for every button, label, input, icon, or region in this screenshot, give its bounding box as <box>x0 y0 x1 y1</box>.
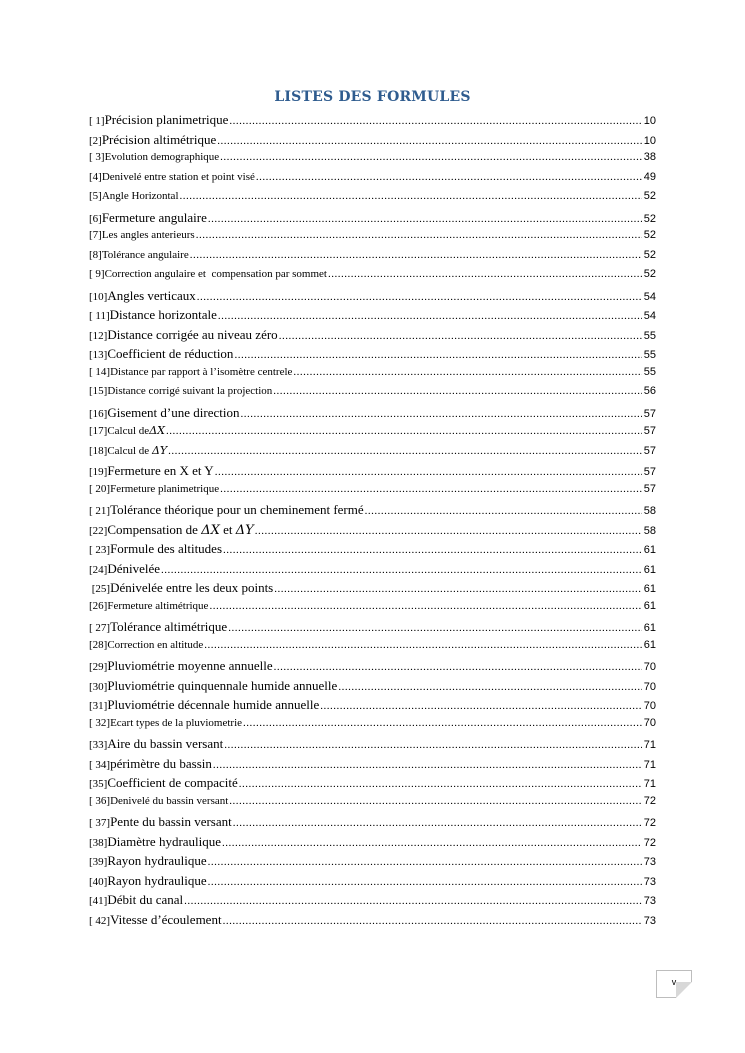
toc-entry-label: périmètre du bassin <box>110 755 212 771</box>
dot-leader <box>274 583 642 595</box>
toc-entry-label: Fermeture planimetrique <box>110 482 220 495</box>
toc-entry-number: [4] <box>89 170 102 183</box>
toc-entry-page: 72 <box>643 817 656 829</box>
dot-leader <box>273 385 641 397</box>
toc-entry-page: 58 <box>643 524 656 537</box>
math-symbol: ΔY <box>151 443 168 457</box>
toc-entry-number: [10] <box>89 290 108 303</box>
toc-entry-number: [ 36] <box>89 794 111 807</box>
dot-leader <box>274 661 642 673</box>
toc-entry-page: 73 <box>643 895 656 907</box>
toc-entry-page: 72 <box>643 794 656 807</box>
toc-entry-label: Denivelé du bassin versant <box>110 794 229 807</box>
toc-entry-label: Tolérance théorique pour un cheminement fermé <box>110 502 364 517</box>
toc-entry-number: [30] <box>89 680 108 693</box>
dot-leader <box>166 425 642 437</box>
toc-entry[interactable] <box>89 717 656 737</box>
dot-leader <box>209 600 641 612</box>
toc-entry-label: Pente du bassin versant <box>110 814 232 829</box>
toc-entry-page: 61 <box>643 622 656 634</box>
toc-entry-title <box>89 892 183 908</box>
toc-entry-page: 38 <box>643 151 656 163</box>
dot-leader <box>240 408 641 420</box>
toc-entry-title <box>89 912 222 928</box>
toc-entry-title <box>89 288 196 304</box>
dot-leader <box>213 759 642 771</box>
toc-entry-page: 10 <box>643 115 656 127</box>
toc-entry-label: Tolérance angulaire <box>101 248 189 261</box>
toc-entry-number: [ 14] <box>89 365 111 378</box>
toc-entry-label: Dénivelée <box>107 560 161 576</box>
toc-entry-label: Vitesse d’écoulement <box>110 911 222 927</box>
toc-entry-page: 49 <box>643 170 656 183</box>
toc-entry-page: 72 <box>643 836 656 849</box>
toc-entry-title <box>89 853 207 869</box>
toc-entry[interactable] <box>89 775 656 795</box>
dot-leader <box>234 349 641 361</box>
toc-entry-page: 54 <box>643 310 656 322</box>
toc-entry-number: [28] <box>89 638 108 651</box>
toc-entry-title <box>89 190 179 202</box>
toc-entry-page: 61 <box>643 563 656 576</box>
toc-entry-page: 71 <box>643 739 656 751</box>
toc-entry-number: [6] <box>89 212 102 225</box>
toc-entry-label: Gisement d’une direction <box>107 404 240 420</box>
toc-entry-page: 70 <box>643 716 656 729</box>
toc-entry-label: Denivelé entre station et point visé <box>101 170 255 183</box>
toc-entry-title <box>89 502 364 518</box>
toc-entry-page: 57 <box>643 425 656 437</box>
toc-entry[interactable] <box>89 463 656 483</box>
dot-leader <box>256 171 642 183</box>
toc-entry[interactable] <box>89 834 656 854</box>
toc-entry-number: [40] <box>89 875 108 888</box>
dot-leader <box>222 837 642 849</box>
toc-entry-label: Evolution demographique <box>104 151 220 163</box>
toc-entry-number: [ 34] <box>89 758 111 771</box>
toc-entry-number: [ 20] <box>89 482 111 495</box>
toc-entry-title <box>89 697 319 713</box>
toc-entry-label: Distance corrigée au niveau zéro <box>107 326 278 342</box>
toc-entry-title <box>89 541 222 557</box>
page-number-box <box>656 970 692 998</box>
toc-entry-number: [38] <box>89 836 108 849</box>
toc-entry-label: Pluviométrie quinquennale humide annuelle <box>107 677 338 693</box>
toc-entry-number: [ 21] <box>89 505 111 517</box>
toc-entry-title <box>89 327 278 343</box>
toc-entry-label: Débit du canal <box>107 892 184 907</box>
toc-entry-title <box>89 424 165 437</box>
toc-entry-label: Angles verticaux <box>107 287 196 303</box>
toc-entry-number: [25] <box>89 583 111 595</box>
dot-leader <box>365 505 642 517</box>
toc-entry-label: Pluviométrie moyenne annuelle <box>107 658 273 673</box>
toc-entry[interactable] <box>89 483 656 503</box>
toc-entry-number: [7] <box>89 229 102 241</box>
toc-entry-title <box>89 619 227 635</box>
dot-leader <box>208 876 642 888</box>
toc-entry-label: Calcul de <box>107 425 150 437</box>
toc-entry[interactable] <box>89 424 656 444</box>
toc-entry-title <box>89 229 195 241</box>
toc-entry-label: Aire du bassin versant <box>107 736 224 751</box>
dot-leader <box>243 717 642 729</box>
toc-entry-number: [ 42] <box>89 914 111 927</box>
dot-leader <box>338 681 641 693</box>
toc-entry-page: 52 <box>643 248 656 261</box>
toc-entry[interactable] <box>89 736 656 756</box>
toc-entry-title <box>89 658 273 674</box>
toc-entry-title <box>89 151 219 163</box>
toc-entry[interactable] <box>89 892 656 912</box>
toc-entry-label: Correction angulaire et compensation par sommet <box>104 268 327 280</box>
toc-entry-number: [26] <box>89 599 108 612</box>
math-symbol: ΔX <box>149 424 165 437</box>
toc-entry[interactable] <box>89 795 656 815</box>
toc-entry-title <box>89 249 189 261</box>
toc-entry-label: Coefficient de réduction <box>107 346 234 361</box>
toc-entry-number: [18] <box>89 444 108 457</box>
toc-entry-page: 71 <box>643 778 656 790</box>
toc-entry-title <box>89 561 160 577</box>
toc-entry[interactable] <box>89 268 656 288</box>
toc-entry-number: [13] <box>89 349 108 361</box>
toc-entry[interactable] <box>89 171 656 191</box>
dot-leader <box>217 135 641 147</box>
toc-entry-page: 52 <box>643 229 656 241</box>
toc-entry-page: 61 <box>643 544 656 556</box>
toc-entry[interactable] <box>89 288 656 308</box>
toc-entry[interactable] <box>89 502 656 522</box>
dot-leader <box>224 739 642 751</box>
toc-entry-page: 56 <box>643 385 656 397</box>
toc-entry[interactable] <box>89 522 656 542</box>
toc-entry-title <box>89 756 212 772</box>
toc-entry-number: [ 32] <box>89 716 111 729</box>
toc-entry-number: [12] <box>89 329 108 342</box>
dot-leader <box>320 700 642 712</box>
toc-entry-title <box>89 483 219 495</box>
toc-entry-number: [ 37] <box>89 817 111 829</box>
toc-entry-label: Formule des altitudes <box>110 541 223 556</box>
toc-entry-number: [31] <box>89 700 108 712</box>
toc-entry[interactable] <box>89 912 656 932</box>
math-symbol: ΔX <box>201 522 220 538</box>
toc-entry[interactable] <box>89 600 656 620</box>
toc-entry-label: Distance corrigé suivant la projection <box>107 385 273 397</box>
toc-entry-label: Rayon hydraulique <box>107 853 207 868</box>
toc-entry-number: [33] <box>89 739 108 751</box>
toc-entry-label: et <box>219 521 236 537</box>
dot-leader <box>229 795 641 807</box>
toc-entry[interactable] <box>89 307 656 327</box>
dot-leader <box>208 213 642 225</box>
toc-entry-number: [5] <box>89 190 102 202</box>
toc-entry-page: 61 <box>643 638 656 651</box>
toc-entry-page: 52 <box>643 190 656 202</box>
page-title: LISTES DES FORMULES <box>274 89 471 105</box>
toc-entry[interactable] <box>89 249 656 269</box>
toc-entry-title <box>89 522 254 538</box>
toc-entry-label: Fermeture altimétrique <box>107 599 209 612</box>
toc-entry-page: 73 <box>643 875 656 888</box>
dot-leader <box>218 310 642 322</box>
toc-entry-number: [ 23] <box>89 544 111 556</box>
toc-entry-page: 61 <box>643 583 656 595</box>
toc-entry[interactable] <box>89 619 656 639</box>
dot-leader <box>223 915 642 927</box>
toc-entry[interactable] <box>89 814 656 834</box>
toc-entry[interactable] <box>89 580 656 600</box>
toc-entry-page: 55 <box>643 365 656 378</box>
toc-entry-page: 61 <box>643 599 656 612</box>
toc-entry-number: [39] <box>89 856 108 868</box>
toc-entry-number: [15] <box>89 385 108 397</box>
toc-entry-number: [ 27] <box>89 622 111 634</box>
toc-entry-title <box>89 678 337 694</box>
toc-entry-number: [17] <box>89 425 108 437</box>
toc-entry-page: 70 <box>643 661 656 673</box>
toc-entry-label: Distance par rapport à l’isomètre centrele <box>110 365 293 378</box>
toc-entry-title <box>89 717 242 729</box>
toc-entry[interactable] <box>89 229 656 249</box>
toc-entry[interactable] <box>89 210 656 230</box>
math-symbol: ΔY <box>235 522 254 538</box>
toc-entry-label: Pluviométrie décennale humide annuelle <box>107 697 320 712</box>
toc-entry-page: 52 <box>643 268 656 280</box>
toc-entry-label: Diamètre hydraulique <box>107 833 222 849</box>
toc-entry[interactable] <box>89 873 656 893</box>
toc-entry-title <box>89 639 203 651</box>
toc-entry-label: Fermeture en X et Y <box>107 463 214 478</box>
toc-entry[interactable] <box>89 678 656 698</box>
toc-entry[interactable] <box>89 697 656 717</box>
toc-entry-page: 73 <box>643 914 656 927</box>
dot-leader <box>184 895 642 907</box>
toc-entry-page: 55 <box>643 329 656 342</box>
dot-leader <box>239 778 642 790</box>
toc-entry[interactable] <box>89 639 656 659</box>
toc-entry-title <box>89 171 255 183</box>
toc-entry[interactable] <box>89 541 656 561</box>
dot-leader <box>223 544 642 556</box>
dot-leader <box>233 817 642 829</box>
toc-entry[interactable] <box>89 385 656 405</box>
toc-entry[interactable] <box>89 658 656 678</box>
toc-entry-label: Calcul de <box>107 444 152 457</box>
toc-entry[interactable] <box>89 853 656 873</box>
toc-entry-number: [ 3] <box>89 151 105 163</box>
toc-entry-label: Compensation de <box>107 521 202 537</box>
toc-entry-page: 57 <box>643 466 656 478</box>
dot-leader <box>229 115 641 127</box>
dot-leader <box>220 151 642 163</box>
toc-entry-page: 55 <box>643 349 656 361</box>
dot-leader <box>190 249 642 261</box>
toc-entry-title <box>89 600 208 612</box>
toc-entry[interactable] <box>89 561 656 581</box>
toc-entry-title <box>89 307 217 323</box>
toc-entry-page: 52 <box>643 212 656 225</box>
page-number: v <box>671 977 677 987</box>
toc-entry-number: [2] <box>89 134 102 147</box>
toc-entry-title <box>89 444 167 457</box>
toc-entry[interactable] <box>89 756 656 776</box>
toc-entry-label: Rayon hydraulique <box>107 872 207 888</box>
toc-entry-title <box>89 736 223 752</box>
toc-entry[interactable] <box>89 327 656 347</box>
toc-entry-label: Précision planimetrique <box>104 112 229 127</box>
dot-leader <box>279 330 642 342</box>
dot-leader <box>293 366 641 378</box>
toc-entry-number: [41] <box>89 895 108 907</box>
toc-entry-title <box>89 210 207 226</box>
toc-entry-title <box>89 873 207 889</box>
toc-entry-label: Distance horizontale <box>109 307 217 322</box>
dot-leader <box>208 856 642 868</box>
dot-leader <box>168 445 642 457</box>
toc-entry[interactable] <box>89 346 656 366</box>
toc-entry-page: 57 <box>643 482 656 495</box>
toc-entry-label: Dénivelée entre les deux points <box>110 580 274 595</box>
dot-leader <box>220 483 642 495</box>
toc-entry-label: Correction en altitude <box>107 638 204 651</box>
toc-entry[interactable] <box>89 112 656 132</box>
dot-leader <box>255 525 642 537</box>
dot-leader <box>197 291 642 303</box>
toc-entry-title <box>89 366 292 378</box>
toc-entry-number: [8] <box>89 248 102 261</box>
toc-entry-title <box>89 268 327 280</box>
dot-leader <box>161 564 642 576</box>
toc-entry[interactable] <box>89 405 656 425</box>
toc-entry-label: Coefficient de compacité <box>107 775 238 790</box>
toc-entry-title <box>89 814 232 830</box>
toc-entry-number: [35] <box>89 778 108 790</box>
dot-leader <box>180 190 642 202</box>
toc-entry-title <box>89 405 239 421</box>
toc-entry[interactable] <box>89 132 656 152</box>
page-curl-icon <box>676 982 692 998</box>
dot-leader <box>204 639 642 651</box>
toc-entry-label: Fermeture angulaire <box>101 209 207 225</box>
toc-entry-number: [24] <box>89 563 108 576</box>
toc-entry-number: [16] <box>89 407 108 420</box>
toc-entry[interactable] <box>89 366 656 386</box>
toc-entry-number: [29] <box>89 661 108 673</box>
toc-entry-title <box>89 580 273 596</box>
toc-entry-page: 71 <box>643 758 656 771</box>
toc-entry-label: Ecart types de la pluviometrie <box>110 716 243 729</box>
toc-entry-title <box>89 463 214 479</box>
toc-entry-page: 10 <box>643 134 656 147</box>
toc-entry-number: [ 1] <box>89 115 105 127</box>
toc-entry[interactable] <box>89 151 656 171</box>
toc-entry-title <box>89 385 272 397</box>
toc-entry-title <box>89 112 228 128</box>
dot-leader <box>215 466 642 478</box>
dot-leader <box>228 622 642 634</box>
toc-entry-title <box>89 775 238 791</box>
toc-entry-label: Les angles anterieurs <box>101 229 195 241</box>
toc-entry-page: 57 <box>643 407 656 420</box>
toc-entry-title <box>89 834 221 850</box>
toc-entry-page: 57 <box>643 444 656 457</box>
toc-entry-number: [ 11] <box>89 310 110 322</box>
toc-entry-number: [22] <box>89 524 108 537</box>
toc-entry[interactable] <box>89 190 656 210</box>
dot-leader <box>196 229 642 241</box>
toc-entry-title <box>89 346 233 362</box>
toc-entry-label: Angle Horizontal <box>101 190 179 202</box>
toc-entry-page: 70 <box>643 680 656 693</box>
toc-entry-label: Précision altimétrique <box>101 131 217 147</box>
toc-entry[interactable] <box>89 444 656 464</box>
toc-entry-page: 58 <box>643 505 656 517</box>
toc-entry-title <box>89 132 216 148</box>
toc-entry-page: 54 <box>643 290 656 303</box>
toc-entry-number: [19] <box>89 466 108 478</box>
formula-list <box>89 112 656 931</box>
toc-entry-label: Tolérance altimétrique <box>110 619 228 634</box>
toc-entry-page: 73 <box>643 856 656 868</box>
toc-entry-title <box>89 795 228 807</box>
toc-entry-page: 70 <box>643 700 656 712</box>
toc-entry-number: [ 9] <box>89 268 105 280</box>
dot-leader <box>328 268 642 280</box>
